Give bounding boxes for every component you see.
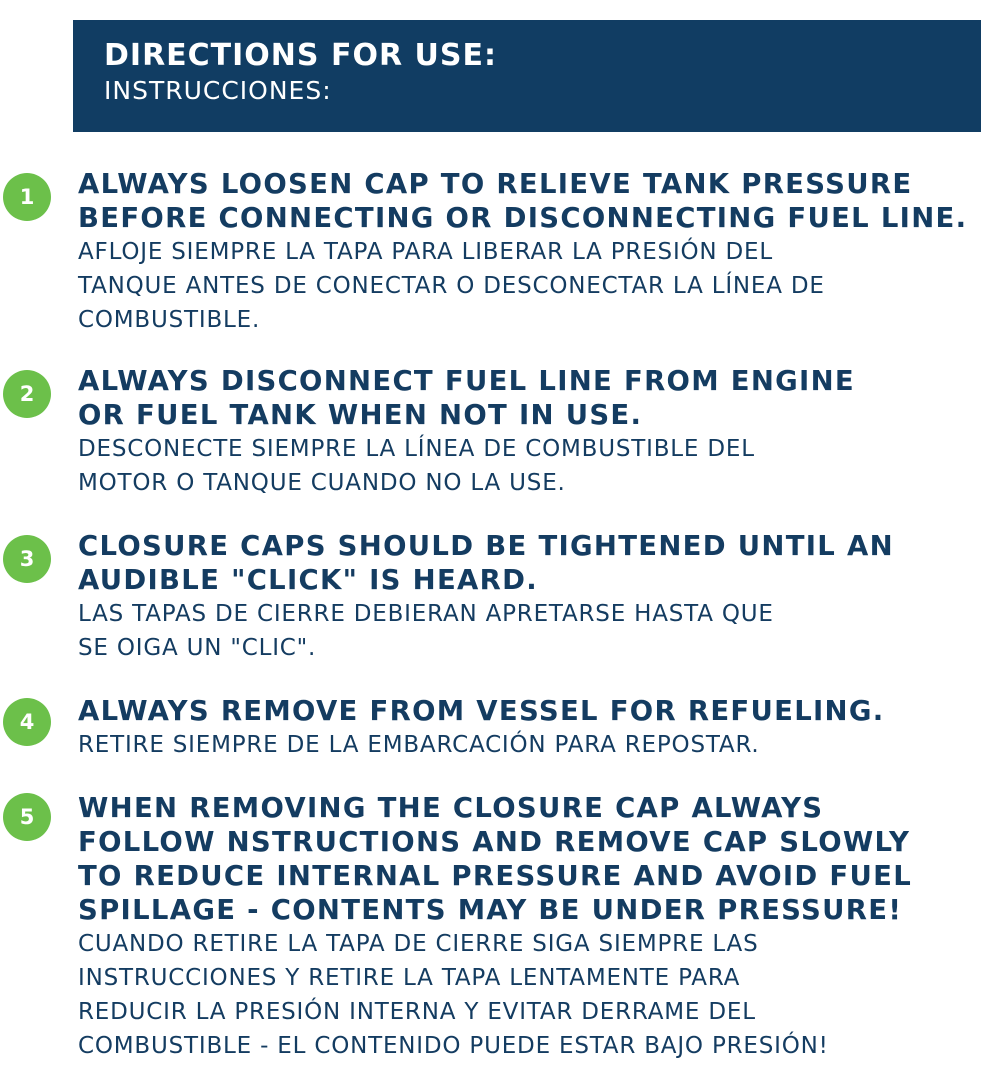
step-english-text: ALWAYS REMOVE FROM VESSEL FOR REFUELING.: [78, 695, 885, 727]
step-spanish-text: RETIRE SIEMPRE DE LA EMBARCACIÓN PARA REPOSTAR.: [78, 732, 760, 758]
step-number-badge: 2: [3, 370, 51, 418]
step-spanish-text: AFLOJE SIEMPRE LA TAPA PARA LIBERAR LA PRESIÓN DEL TANQUE ANTES DE CONECTAR O DESCONECTAR LA LÍNEA DE COMBUSTIBLE.: [78, 239, 825, 333]
step-number-badge: 3: [3, 535, 51, 583]
step-number-badge: 4: [3, 698, 51, 746]
header-subtitle: INSTRUCCIONES:: [104, 76, 332, 105]
header-title: DIRECTIONS FOR USE:: [104, 38, 497, 73]
step-english-text: CLOSURE CAPS SHOULD BE TIGHTENED UNTIL AN AUDIBLE "CLICK" IS HEARD.: [78, 530, 894, 596]
step-english-text: ALWAYS DISCONNECT FUEL LINE FROM ENGINE OR FUEL TANK WHEN NOT IN USE.: [78, 365, 855, 431]
step-number-badge: 1: [3, 173, 51, 221]
step-spanish-text: DESCONECTE SIEMPRE LA LÍNEA DE COMBUSTIBLE DEL MOTOR O TANQUE CUANDO NO LA USE.: [78, 436, 755, 496]
step-number-badge: 5: [3, 793, 51, 841]
step-spanish-text: CUANDO RETIRE LA TAPA DE CIERRE SIGA SIEMPRE LAS INSTRUCCIONES Y RETIRE LA TAPA LENTAMENTE PARA REDUCIR LA PRESIÓN INTERNA Y EVITAR DERRAME DEL COMBUSTIBLE - EL CONTENIDO PUEDE ESTAR BAJO PRESIÓN!: [78, 931, 829, 1059]
step-english-text: ALWAYS LOOSEN CAP TO RELIEVE TANK PRESSURE BEFORE CONNECTING OR DISCONNECTING FUEL LINE.: [78, 168, 968, 234]
directions-header: [73, 20, 981, 132]
step-english-text: WHEN REMOVING THE CLOSURE CAP ALWAYS FOLLOW NSTRUCTIONS AND REMOVE CAP SLOWLY TO REDUCE INTERNAL PRESSURE AND AVOID FUEL SPILLAGE - CONTENTS MAY BE UNDER PRESSURE!: [78, 792, 913, 926]
step-spanish-text: LAS TAPAS DE CIERRE DEBIERAN APRETARSE HASTA QUE SE OIGA UN "CLIC".: [78, 601, 774, 661]
